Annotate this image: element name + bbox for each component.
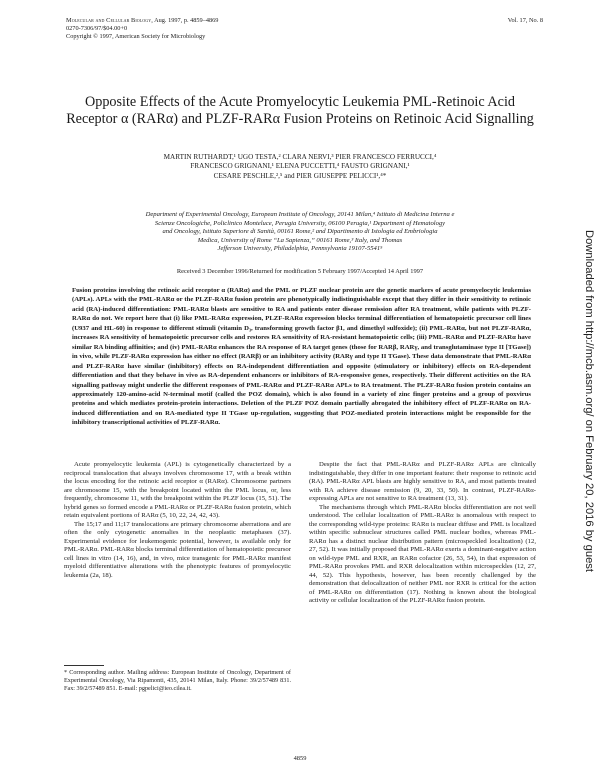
affiliation-line: and Oncology, Istituto Superiore di Sanità, 00161 Rome,² and Dipartimento di Istologia ed Embriologia — [162, 228, 438, 236]
affiliation-line: Medica, University of Rome “La Sapienza,” 00161 Rome,³ Italy, and Thomas — [197, 236, 403, 244]
received-dates: Received 3 December 1996/Returned for modification 5 February 1997/Accepted 14 April 1997 — [176, 268, 424, 275]
body-paragraph: Despite the fact that PML-RARα and PLZF-RARα APLs are clinically indistinguishable, they differ in one important feature: their response to retinoic acid (RA). PML-RARα APL blasts are highly sensitive to RA, and most patients treated with RA achieve disease remission (9, 20, 33, 50). In contrast, PLZF-RARα-expressing APLs are not sensitive to RA treatment (13, 31). — [309, 461, 536, 503]
body-paragraph: Acute promyelocytic leukemia (APL) is cytogenetically characterized by a reciprocal translocation that always involves chromosome 17, with a break within the locus encoding for the retinoic acid receptor α (RARα). Chromosome partners are chromosome 15, with the breakpoint located within the PML locus, or, less frequently, chromosome 11, with the breakpoint within the PLZF locus (15, 51). The hybrid genes so formed encode a PML-RARα or PLZF-RARα fusion protein, which retain equivalent portions of RARα (5, 10, 22, 24, 42, 43). — [64, 461, 291, 520]
body-column-right — [309, 461, 536, 606]
footnote-divider — [64, 665, 104, 666]
body-paragraph: The 15;17 and 11;17 translocations are primary chromosome aberrations and are often the only cytogenetic anomalies in the neoplastic metaphases (37). Experimental evidence for leukemogenic potential, however, is available only for PML-RARα. PML-RARα blocks terminal differentiation of hematopoietic precursor cell lines in vitro (14, 16), and, in vivo, mice transgenic for PML-RARα manifest myeloid differentiative alterations with the phenotypic features of promyelocytic leukemia (2a, 18). — [64, 520, 291, 579]
article-title: Opposite Effects of the Acute Promyelocytic Leukemia PML-Retinoic Acid Receptor α (RARα) and PLZF-RARα Fusion Proteins on Retinoic Acid Signalling — [66, 94, 534, 127]
author-line: CESARE PESCHLE,²,⁵ and PIER GIUSEPPE PELICCI¹,⁴* — [213, 171, 387, 180]
citation: , Aug. 1997, p. 4859–4869 — [151, 17, 219, 24]
copyright: Copyright © 1997, American Society for Microbiology — [66, 33, 206, 40]
author-line: MARTIN RUTHARDT,¹ UGO TESTA,² CLARA NERVI,³ PIER FRANCESCO FERRUCCI,⁴ — [163, 153, 437, 161]
body-column-left — [64, 461, 291, 580]
journal-citation — [66, 17, 366, 25]
issn: 0270-7306/97/$04.00+0 — [66, 25, 128, 32]
abstract — [72, 286, 531, 428]
page-number: 4859 — [293, 755, 307, 762]
volume-info: Vol. 17, No. 8 — [507, 17, 543, 24]
affiliation-line: Department of Experimental Oncology, European Institute of Oncology, 20141 Milan,⁴ Istituto di Medicina Interna e — [145, 211, 455, 218]
running-header — [66, 17, 366, 41]
affiliation-line: Scienze Oncologiche, Policlinico Monteluce, Perugia University, 06100 Perugia,¹ Department of Hematology — [154, 219, 446, 227]
footnote — [64, 669, 291, 693]
affiliations — [70, 211, 530, 254]
affiliation-line: Jefferson University, Philadelphia, Pennsylvania 19107-5541⁵ — [217, 245, 383, 253]
body-paragraph: The mechanisms through which PML-RARα blocks differentiation are not well understood. The cellular localization of PML-RARα is anomalous with respect to the corresponding wild-type proteins: RARα is nuclear diffuse and PML is localized within specific subnuclear structures called PML nuclear bodies, whereas PML-RARα has a distinct nuclear distribution pattern (microspeckled localization) (12, 27, 52). It was initially proposed that PML-RARα exerts a dominant-negative action on wild-type PML and RXR, an RARα cofactor (26, 53, 54), in that expression of PML-RARα provokes PML and RXR delocalization within microspeckles (12, 27, 44, 52). This hypothesis, however, has been recently challenged by the demonstration that delocalization of neither PML nor RXR is critical for the action of PML-RARα on differentiation (17). Nothing is known about the biological activity or cellular localization of the PLZF-RARα fusion protein. — [309, 503, 536, 605]
journal-name: Molecular and Cellular Biology — [66, 17, 152, 24]
author-line: FRANCESCO GRIGNANI,¹ ELENA PUCCETTI,⁴ FAUSTO GRIGNANI,¹ — [190, 162, 410, 171]
download-watermark — [583, 201, 595, 601]
corresponding-author-note: * Corresponding author. Mailing address: European Institute of Oncology, Department of Experimental Oncology, Via Ripamonti, 435, 20141 Milan, Italy. Phone: 39/2/57489 831. Fax: 39/2/57489 851. E-mail: pgpelici@ieo.cilea.it. — [64, 669, 291, 692]
abstract-text: Fusion proteins involving the retinoic acid receptor α (RARα) and the PML or PLZF nuclear protein are the genetic markers of acute promyelocytic leukemias (APLs). APLs with the PML-RARα or the PLZF-RARα fusion protein are phenotypically indistinguishable except that they differ in their sensitivity to retinoic acid (RA)-induced differentiation: PML-RARα blasts are sensitive to RA and patients enter disease remission after RA treatment, while patients with PLZF-RARα do not. We report here that (i) like PML-RARα expression, PLZF-RARα expression blocks terminal differentiation of hematopoietic precursor cell lines (U937 and HL-60) in response to different stimuli (vitamin D₃, transforming growth factor β1, and dimethyl sulfoxide); (ii) PML-RARα, but not PLZF-RARα, increases RA sensitivity of hematopoietic precursor cells and restores RA sensitivity of RA-resistant hematopoietic cells; (iii) PML-RARα and PLZF-RARα have similar RA binding affinities; and (iv) PML-RARα enhances the RA response of RA target genes (those for RARβ, RARγ, and transglutaminase type II [TGase]) in vivo, while PLZF-RARα expression has either no effect (RARβ) or an inhibitory activity (RARγ and type II TGase). These data demonstrate that PML-RARα and PLZF-RARα have similar (inhibitory) effects on RA-independent differentiation and opposite (stimulatory or inhibitory) effects on RA-dependent differentiation and that they behave in vivo as RA-dependent enhancers or inhibitors of RA-responsive genes, respectively. Their different activities on the RA signalling pathway might underlie the different responses of PML-RARα and PLZF-RARα APLs to RA treatment. The PLZF-RARα fusion protein contains an approximately 120-amino-acid N-terminal motif (called the POZ domain), which is also found in a variety of zinc finger proteins and a group of poxvirus proteins and which mediates protein-protein interactions. Deletion of the PLZF POZ domain partially abrogated the inhibitory effect of PLZF-RARα on RA-induced differentiation and on RA-mediated type II TGase up-regulation, suggesting that POZ-mediated protein interactions might be responsible for the inhibitory transcriptional activities of PLZF-RARα. — [72, 287, 531, 427]
author-list — [60, 153, 540, 181]
download-note: Downloaded from http://mcb.asm.org/ on February 20, 2016 by guest — [583, 229, 595, 573]
